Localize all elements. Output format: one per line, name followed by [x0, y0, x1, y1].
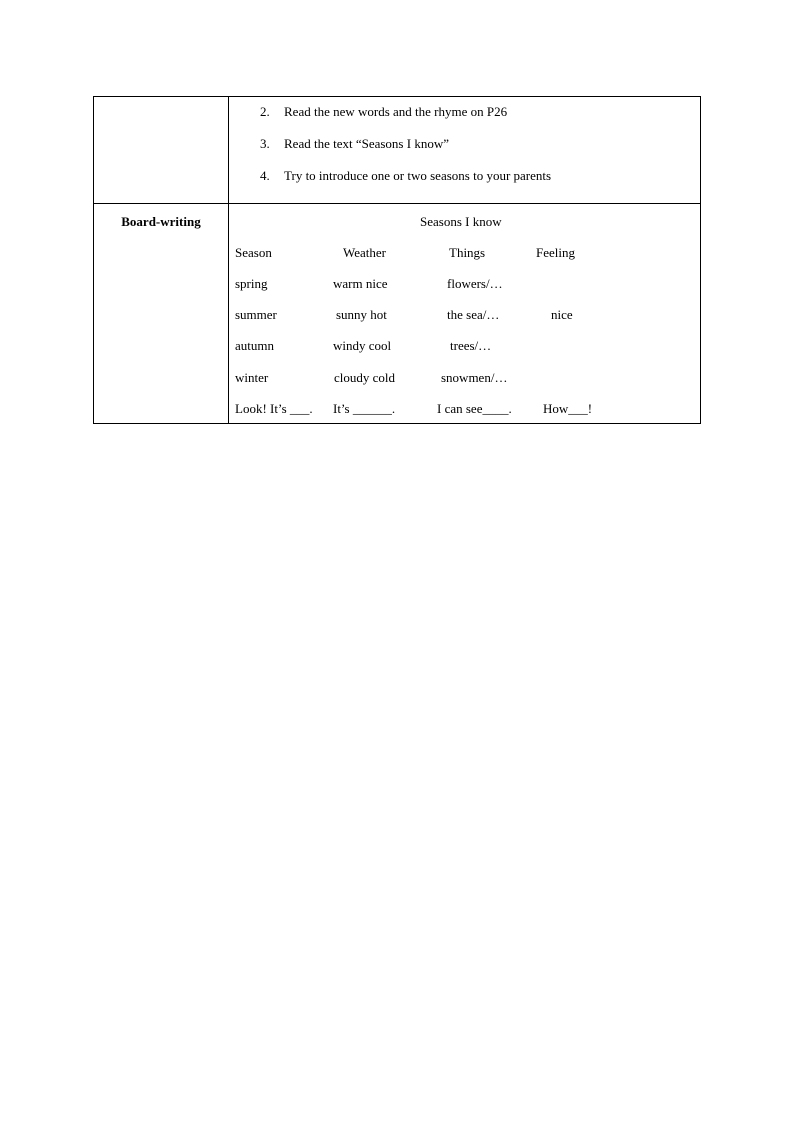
- board-writing-content: [229, 204, 700, 423]
- list-item-text: Read the text “Seasons I know”: [284, 136, 449, 151]
- feeling-cell: nice: [551, 307, 573, 322]
- homework-content-cell: [229, 97, 701, 204]
- header-weather: Weather: [343, 245, 386, 260]
- lesson-plan-table: [93, 96, 701, 424]
- board-writing-label-cell: [94, 204, 229, 424]
- list-item: [229, 136, 700, 168]
- sentence-pattern: I can see____.: [437, 401, 512, 416]
- homework-row: [94, 97, 701, 204]
- header-feeling: Feeling: [536, 245, 575, 260]
- board-writing-content-cell: [229, 204, 701, 424]
- list-item: [229, 168, 700, 200]
- homework-list: [229, 97, 700, 203]
- list-item-number: 2.: [260, 104, 270, 119]
- weather-cell: sunny hot: [336, 307, 387, 322]
- sentence-pattern: Look! It’s ___.: [235, 401, 313, 416]
- list-item-text: Read the new words and the rhyme on P26: [284, 104, 508, 119]
- things-cell: snowmen/…: [441, 370, 508, 385]
- sentence-pattern: It’s ______.: [333, 401, 396, 416]
- things-cell: trees/…: [450, 338, 492, 353]
- season-cell: summer: [235, 307, 277, 322]
- sentence-pattern: How___!: [543, 401, 593, 416]
- weather-cell: windy cool: [333, 338, 392, 353]
- list-item-number: 3.: [260, 136, 270, 151]
- board-writing-label: Board-writing: [121, 214, 201, 229]
- weather-cell: cloudy cold: [334, 370, 396, 385]
- weather-cell: warm nice: [333, 276, 388, 291]
- board-title: Seasons I know: [420, 214, 502, 229]
- board-writing-row: [94, 204, 701, 424]
- list-item: [229, 104, 700, 136]
- season-cell: autumn: [235, 338, 274, 353]
- homework-label-cell: [94, 97, 229, 204]
- season-cell: spring: [235, 276, 268, 291]
- header-things: Things: [449, 245, 486, 260]
- list-item-text: Try to introduce one or two seasons to your parents: [284, 168, 552, 183]
- list-item-number: 4.: [260, 168, 270, 183]
- header-season: Season: [235, 245, 272, 260]
- things-cell: the sea/…: [447, 307, 500, 322]
- season-cell: winter: [235, 370, 269, 385]
- things-cell: flowers/…: [447, 276, 503, 291]
